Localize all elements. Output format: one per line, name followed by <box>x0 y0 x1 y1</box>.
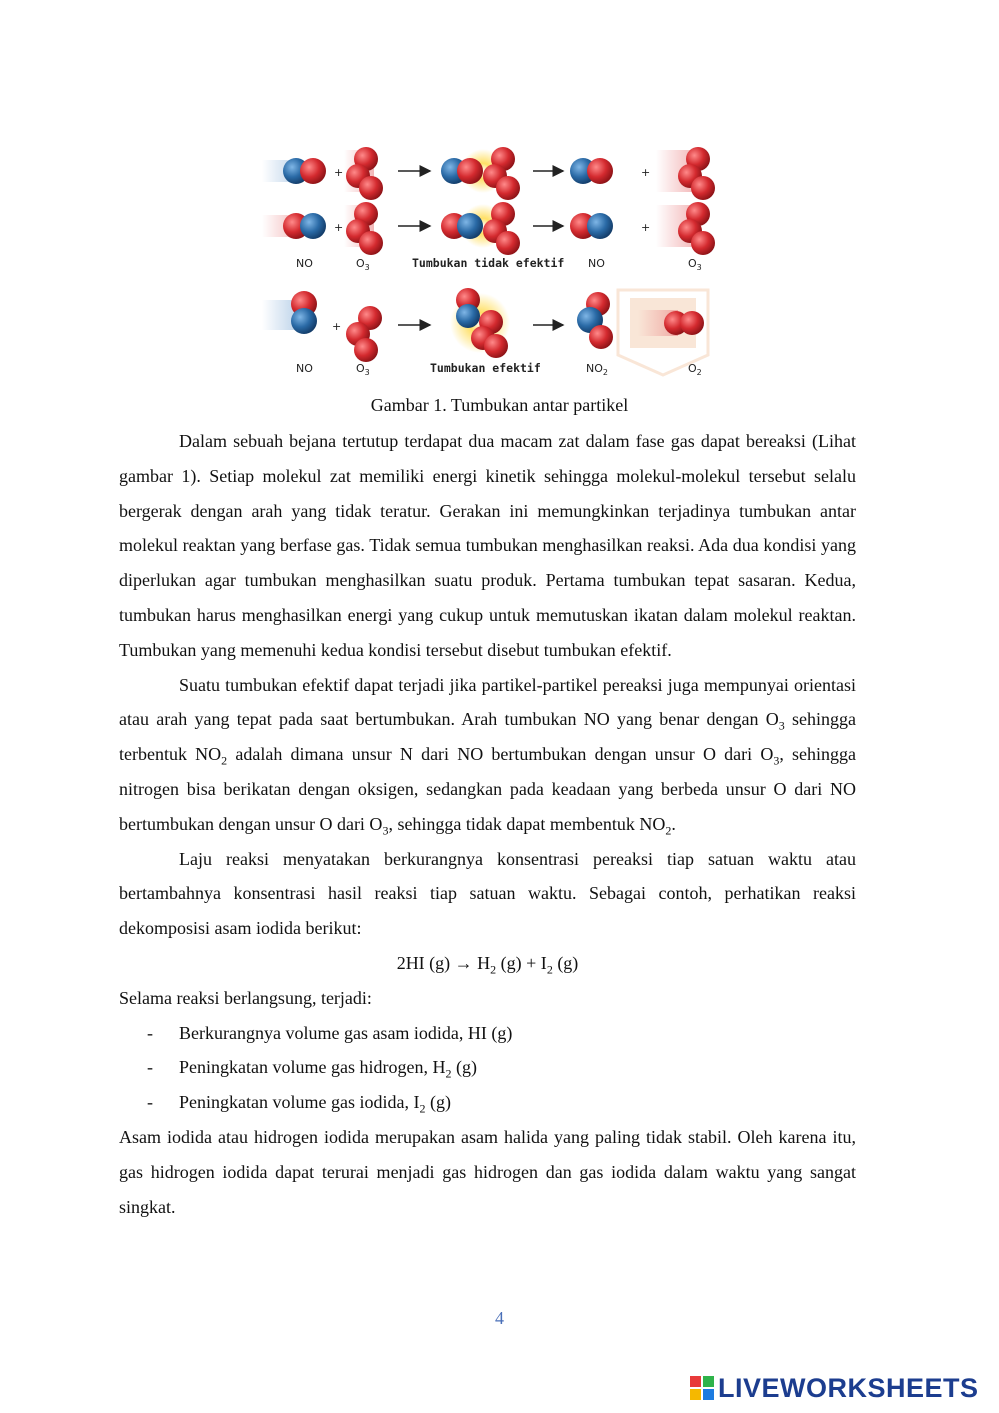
equation: 2HI $(g) \to H_2$ $(g) + I_2$ (g) <box>396 952 579 977</box>
label-ineffective: Tumbukan tidak efektif <box>412 256 565 270</box>
label-no: NO <box>296 257 313 270</box>
svg-text:O3: $O_3$ <box>688 257 702 272</box>
body-text <box>119 424 856 1224</box>
paragraph-rate: Laju reaksi menyatakan berkurangnya konsentrasi pereaksi tiap satuan waktu atau bertambahnya konsentrasi hasil reaksi tiap satuan waktu. Sebagai contoh, perhatikan reaksi dekomposisi asam iodida berikut: <box>119 848 856 939</box>
svg-text:+: + <box>641 166 651 179</box>
page-number: 4 <box>495 1308 504 1328</box>
label-effective: Tumbukan efektif <box>430 361 541 375</box>
brand-watermark <box>690 1373 979 1403</box>
row2-labels <box>296 361 702 377</box>
brand-name: LIVEWORKSHEETS <box>718 1372 979 1403</box>
list-item: - Peningkatan volume gas hidrogen, $H_2$ (g) <box>147 1057 477 1081</box>
svg-text:O3: $O_3$ <box>356 257 370 272</box>
figure-caption: Gambar 1. Tumbukan antar partikel <box>370 395 629 415</box>
changes-list <box>119 1016 856 1120</box>
svg-text:+: + <box>334 166 344 179</box>
list-item: - Peningkatan volume gas iodida, $I_2$ (g) <box>147 1092 451 1116</box>
svg-text:O3: $O_3$ <box>356 362 370 377</box>
list-intro: Selama reaksi berlangsung, terjadi: <box>119 987 372 1008</box>
svg-text:NO: NO <box>588 257 605 270</box>
collision-figure <box>258 140 722 385</box>
paragraph-collision: Dalam sebuah bejana tertutup terdapat dua macam zat dalam fase gas dapat bereaksi (Lihat gambar 1). Setiap molekul zat memiliki energi kinetik sehingga molekul-molekul tersebut selalu bergerak dengan arah yang tidak teratur. Gerakan ini memungkinkan terjadinya tumbukan antar molekul reaktan yang berfase gas. Tidak semua tumbukan menghasilkan reaksi. Ada dua kondisi yang diperlukan agar tumbukan menghasilkan suatu produk. Pertama tumbukan tepat sasaran. Kedua, tumbukan harus menghasilkan energi yang cukup untuk memutuskan ikatan dalam molekul reaktan. Tumbukan yang memenuhi kedua kondisi tersebut disebut tumbukan efektif. <box>119 431 856 660</box>
liveworksheets-logo-icon <box>690 1376 714 1400</box>
row-ineffective-1 <box>262 147 715 200</box>
svg-text:+: + <box>332 320 342 333</box>
svg-text:O2: $O_2$ <box>688 362 702 377</box>
svg-text:NO: NO <box>296 362 313 375</box>
svg-text:+: + <box>641 221 651 234</box>
collision-diagram <box>258 140 722 385</box>
paragraph-orientation: Suatu tumbukan efektif dapat terjadi jika partikel-partikel pereaksi juga mempunyai orientasi atau arah yang tepat pada saat bertumbukan. Arah tumbukan NO yang benar dengan $O_3$ sehingga terbentuk $NO_2$ adalah dimana unsur N dari NO bertumbukan dengan unsur O dari $O_3$, sehingga nitrogen bisa berikatan dengan oksigen, sedangkan pada keadaan yang berbeda unsur O dari NO bertumbukan dengan unsur O dari $O_3$, sehingga tidak dapat membentuk $NO_2$. <box>119 674 857 838</box>
row-ineffective-2 <box>262 202 715 255</box>
svg-text:NO2: $NO_2$ <box>586 362 608 377</box>
svg-text:+: + <box>334 221 344 234</box>
paragraph-hydrogen-iodide: Asam iodida atau hidrogen iodida merupakan asam halida yang paling tidak stabil. Oleh karena itu, gas hidrogen iodida dapat terurai menjadi gas hidrogen dan gas iodida dalam waktu yang sangat singkat. <box>119 1126 856 1217</box>
row1-labels <box>296 256 702 272</box>
list-item: - Berkurangnya volume gas asam iodida, HI (g) <box>147 1022 513 1043</box>
